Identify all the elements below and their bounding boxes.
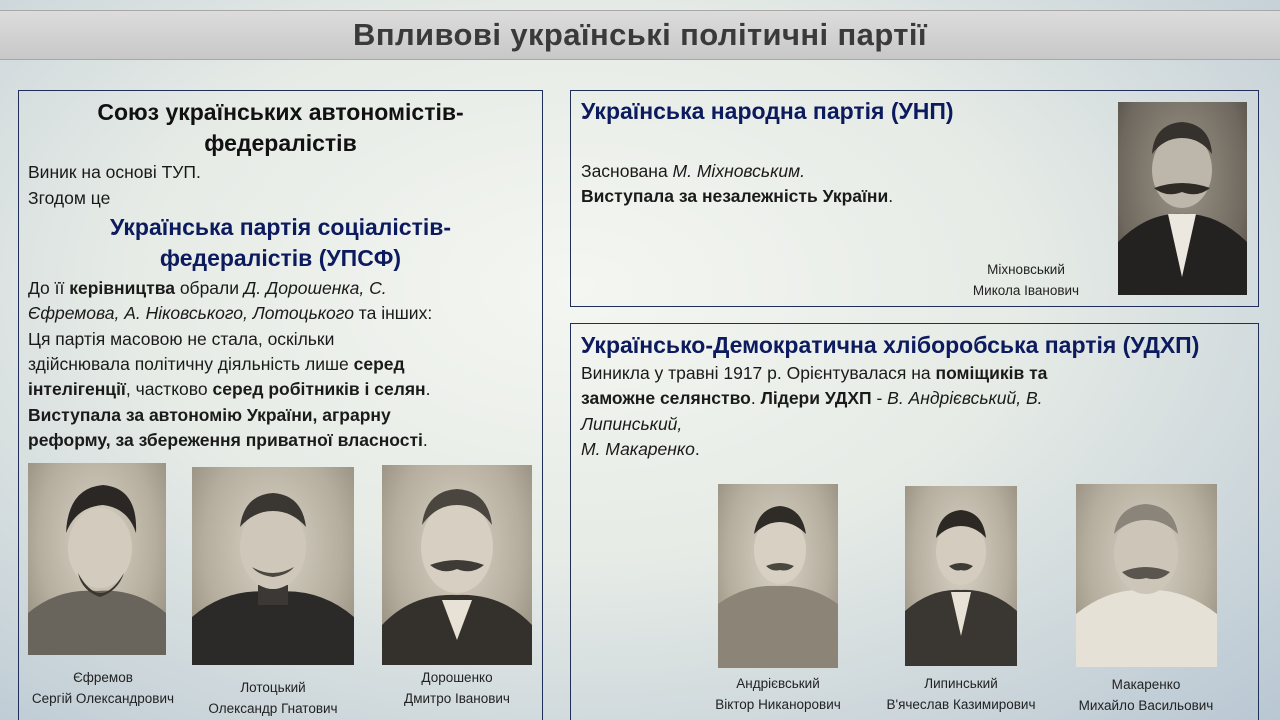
caption-line: Міхновський [987, 262, 1065, 277]
portrait-lypynsky-figure [905, 486, 1017, 666]
portrait-yefremov [28, 463, 166, 655]
caption-line: Дмитро Іванович [404, 691, 510, 706]
usaf-heading-line1: Союз українських автономістів- [97, 99, 464, 125]
udhp-line1 [581, 361, 1047, 385]
caption-andriievsky [698, 673, 858, 715]
portrait-mikhnovsky-figure [1118, 102, 1247, 295]
portrait-lototsky [192, 467, 354, 665]
caption-lypynsky [871, 673, 1051, 715]
usaf-heading-line2: федералістів [204, 130, 357, 156]
usaf-line1: Виник на основі ТУП. [28, 162, 201, 182]
text-span: . [694, 439, 700, 459]
caption-line: Віктор Никанорович [715, 697, 841, 712]
text-span: М. Макаренко [581, 439, 695, 459]
text-span: . [425, 379, 431, 399]
upsf-heading [19, 212, 542, 274]
caption-makarenko [1061, 674, 1231, 716]
unp-line2 [581, 184, 893, 208]
usaf-para-line: Ця партія масовою не стала, оскільки [28, 329, 335, 349]
text-span: Липинський, [581, 414, 683, 434]
udhp-line4 [581, 437, 700, 461]
usaf-line2: Згодом це [28, 188, 111, 208]
text-span: обрали [174, 278, 244, 298]
text-span: . [888, 186, 894, 206]
usaf-para-line [28, 301, 432, 325]
unp-heading: Українська народна партія (УНП) [581, 98, 954, 124]
text-span: . [750, 388, 761, 408]
usaf-para-line [28, 403, 391, 427]
caption-line: Михайло Васильович [1078, 698, 1214, 713]
portrait-yefremov-figure [28, 463, 166, 655]
text-span: До її [28, 278, 70, 298]
udhp-line3 [581, 412, 682, 436]
text-span: Виникла у травні 1917 р. Орієнтувалася на [581, 363, 936, 383]
caption-line: Єфремов [73, 670, 133, 685]
text-span: здійснювала політичну діяльність лише [28, 354, 354, 374]
caption-line: Олександр Гнатович [208, 701, 338, 716]
usaf-para-line [28, 428, 428, 452]
text-span: Виступала за незалежність України [581, 186, 889, 206]
portrait-doroshenko-figure [382, 465, 532, 665]
portrait-makarenko-figure [1076, 484, 1217, 667]
caption-line: Андрієвський [736, 676, 820, 691]
usaf-para-line [28, 352, 405, 376]
caption-yefremov [18, 667, 188, 709]
text-span: , частково [125, 379, 213, 399]
upsf-heading-line1: Українська партія соціалістів- [109, 214, 452, 240]
unp-line1 [581, 159, 805, 183]
caption-line: Сергій Олександрович [31, 691, 175, 706]
text-span: В. Андрієвський, В. [887, 388, 1043, 408]
caption-line: Дорошенко [421, 670, 493, 685]
text-span: поміщиків та [935, 363, 1048, 383]
text-span: М. Міхновським. [672, 161, 805, 181]
portrait-lototsky-figure [192, 467, 354, 665]
caption-line: Лотоцький [240, 680, 306, 695]
upsf-heading-line2: федералістів (УПСФ) [159, 245, 402, 271]
text-span: Заснована [581, 161, 673, 181]
text-span: - [871, 388, 888, 408]
caption-lototsky [192, 677, 354, 719]
portrait-andriievsky-figure [718, 484, 838, 668]
text-span: Лідери УДХП [760, 388, 872, 408]
text-span: серед [353, 354, 405, 374]
udhp-heading: Українсько-Демократична хліборобська партія (УДХП) [581, 332, 1200, 358]
text-span: . [422, 430, 428, 450]
text-span: керівництва [69, 278, 175, 298]
usaf-para-line [28, 276, 387, 300]
text-span: серед робітників і селян [212, 379, 426, 399]
caption-line: Макаренко [1111, 677, 1181, 692]
portrait-andriievsky [718, 484, 838, 668]
text-span: Єфремова, А. Ніковського, Лотоцького [28, 303, 354, 323]
caption-line: Липинський [924, 676, 998, 691]
portrait-doroshenko [382, 465, 532, 665]
udhp-line2 [581, 386, 1043, 410]
text-span: та інших: [353, 303, 433, 323]
page-title: Впливові українські політичні партії [0, 10, 1280, 60]
text-span: Виступала за автономію України, аграрну [28, 405, 391, 425]
portrait-makarenko [1076, 484, 1217, 667]
caption-line: Микола Іванович [972, 283, 1080, 298]
text-span: Д. Дорошенка, С. [243, 278, 387, 298]
usaf-para-line [28, 377, 431, 401]
text-span: реформу, за збереження приватної власності [28, 430, 423, 450]
portrait-lypynsky [905, 486, 1017, 666]
caption-line: В'ячеслав Казимирович [886, 697, 1036, 712]
text-span: заможне селянство [581, 388, 751, 408]
caption-doroshenko [372, 667, 542, 709]
text-span: інтелігенції [28, 379, 126, 399]
usaf-heading [19, 97, 542, 159]
portrait-mikhnovsky [1118, 102, 1247, 295]
caption-mikhnovsky [951, 259, 1101, 301]
